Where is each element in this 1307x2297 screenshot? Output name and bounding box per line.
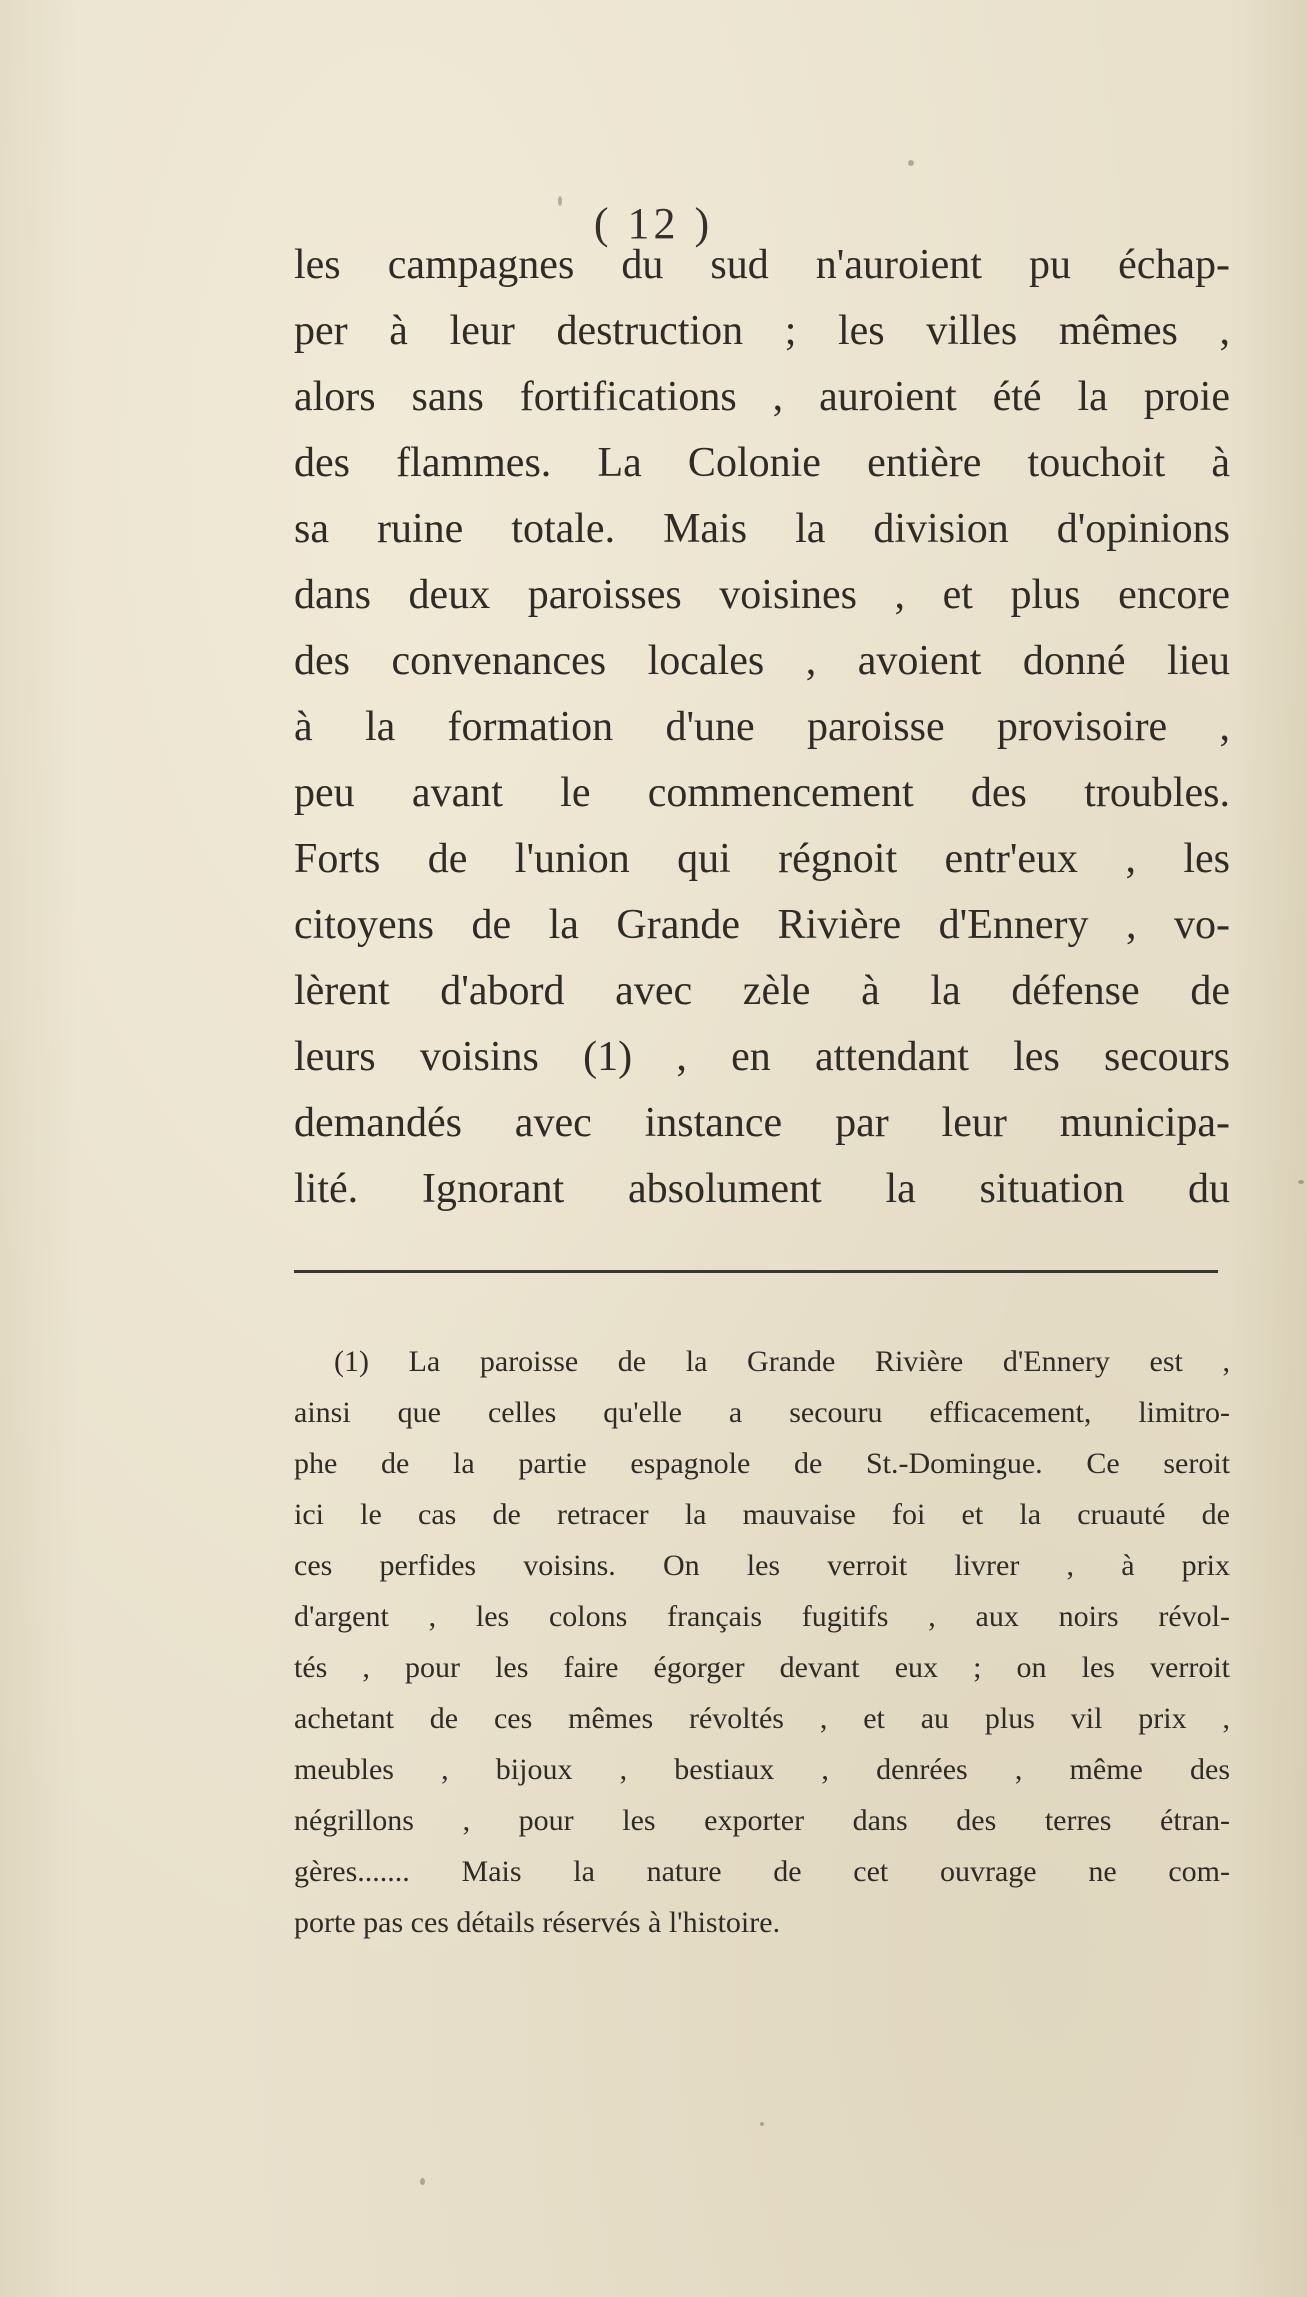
page-number: ( 12 ) <box>593 199 714 248</box>
footnote-line: phe de la partie espagnole de St.-Domingue. Ce seroit <box>294 1447 1230 1480</box>
text-line: peu avant le commencement des troubles. <box>294 770 1230 816</box>
text-line: per à leur destruction ; les villes mêmes , <box>294 308 1230 354</box>
text-line: des flammes. La Colonie entière touchoit à <box>294 440 1230 486</box>
paper-speck <box>908 160 914 166</box>
paper-speck <box>420 2178 425 2185</box>
text-line: alors sans fortifications , auroient été la proie <box>294 374 1230 420</box>
text-line: sa ruine totale. Mais la division d'opinions <box>294 506 1230 552</box>
footnote-line: d'argent , les colons français fugitifs , aux noirs révol- <box>294 1600 1230 1633</box>
text-line: à la formation d'une paroisse provisoire , <box>294 704 1230 750</box>
text-line: demandés avec instance par leur municipa- <box>294 1100 1230 1146</box>
text-line: dans deux paroisses voisines , et plus encore <box>294 572 1230 618</box>
text-line: leurs voisins (1) , en attendant les secours <box>294 1034 1230 1080</box>
text-line: Forts de l'union qui régnoit entr'eux , les <box>294 836 1230 882</box>
footnote-line: ces perfides voisins. On les verroit livrer , à prix <box>294 1549 1230 1582</box>
footnote-line: gères....... Mais la nature de cet ouvrage ne com- <box>294 1855 1230 1888</box>
footnote-line: tés , pour les faire égorger devant eux ; on les verroit <box>294 1651 1230 1684</box>
footnote <box>294 1336 1230 1948</box>
paper-speck <box>1298 1180 1304 1184</box>
text-line: lité. Ignorant absolument la situation du <box>294 1166 1230 1212</box>
text-line: des convenances locales , avoient donné lieu <box>294 638 1230 684</box>
footnote-line: ici le cas de retracer la mauvaise foi et la cruauté de <box>294 1498 1230 1531</box>
footnote-divider <box>294 1270 1218 1273</box>
footnote-line: (1) La paroisse de la Grande Rivière d'Ennery est , <box>334 1345 1230 1378</box>
footnote-line: négrillons , pour les exporter dans des terres étran- <box>294 1804 1230 1837</box>
text-line: lèrent d'abord avec zèle à la défense de <box>294 968 1230 1014</box>
text-line: citoyens de la Grande Rivière d'Ennery , vo- <box>294 902 1230 948</box>
footnote-line: ainsi que celles qu'elle a secouru efficacement, limitro- <box>294 1396 1230 1429</box>
text-line: les campagnes du sud n'auroient pu échap- <box>294 242 1230 288</box>
footnote-line: achetant de ces mêmes révoltés , et au plus vil prix , <box>294 1702 1230 1735</box>
main-text <box>294 232 1230 1222</box>
footnote-line: meubles , bijoux , bestiaux , denrées , même des <box>294 1753 1230 1786</box>
footnote-line: porte pas ces détails réservés à l'histoire. <box>294 1906 781 1939</box>
paper-speck <box>760 2122 764 2126</box>
paper-speck <box>558 196 562 206</box>
